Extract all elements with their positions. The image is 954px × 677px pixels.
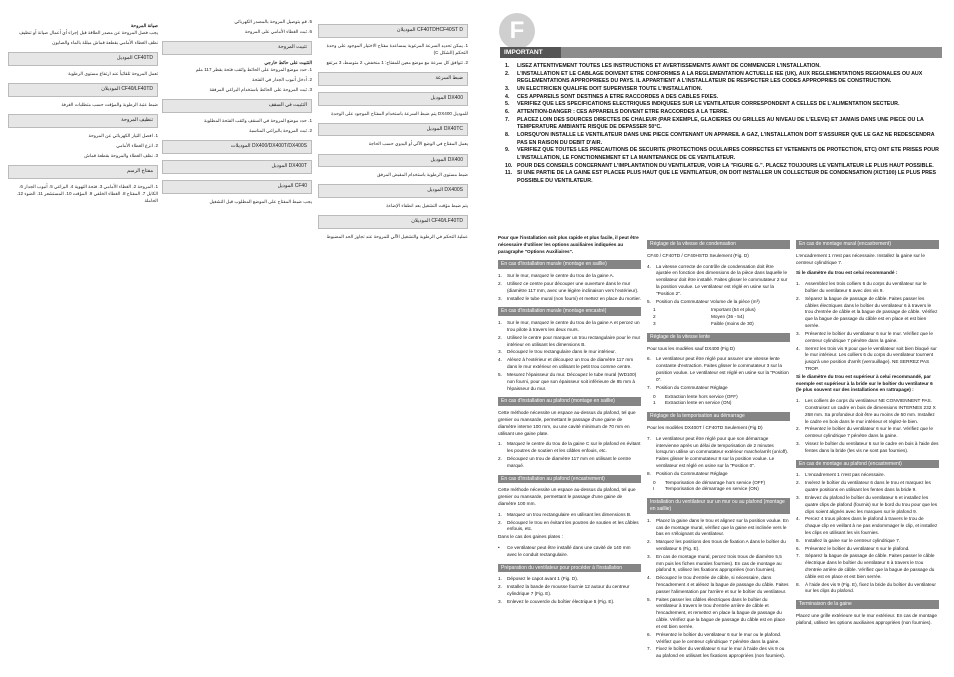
arabic-column-3 (8, 18, 158, 207)
list-item (498, 520, 641, 534)
arabic-paragraph: يتم ضبط مؤقت التشغيل بعد انطفاء الإضاءة (386, 203, 468, 209)
list-item-number: 6. (647, 356, 651, 362)
paragraph: Si le diamètre du trou est supérieur à celui recommandé, par exemple est supérieur à la bride sur le boîtier du ventilateur 6 (le plus souvent sur des installations en rattrapage) : (796, 373, 933, 393)
list-item (796, 472, 939, 479)
section-heading-bar: En cas de montage mural (encastrement) (796, 240, 939, 249)
list-item-number: 8. (796, 581, 800, 587)
section-heading-bar: Terminaison de la gaine (796, 600, 939, 609)
arabic-paragraph: للموديل DX400 يتم ضبط السرعة باستخدام المفتاح الموجود على الوحدة (331, 110, 468, 116)
arabic-section-heading: التثبيت في السقف (162, 99, 312, 113)
arabic-paragraph: تعمل المروحة تلقائياً عند ارتفاع مستوى الرطوبة (68, 71, 158, 77)
list-item-text: Percez 4 trous pilotes dans le plafond à travers le trou de chaque clip en veillant à ne pas endommager le clip, et installez les clips en utilisant les vis fournies. (805, 516, 938, 535)
paragraph: Si le diamètre du trou est celui recommandé : (796, 270, 898, 276)
settings-table-key: 0 (653, 393, 656, 399)
list-item-number: 6. (796, 545, 800, 551)
list-item-text: Découpez le trou en évitant les poutres de soutien et les câbles enfouis, etc. (507, 519, 639, 532)
list-item-text: Découpez le trou d'entrée de câble, si nécessaire, dans l'encadrement 4 et alésez la bague de passage du câble. Faites passer l'alimentation par l'arrière et sur le boîtier du ventilateur. (656, 575, 789, 594)
paragraph: Pour tous les modèles sauf DX400 (Fig D) (647, 345, 735, 351)
list-item (647, 646, 790, 660)
important-item (505, 94, 939, 102)
list-item-text: Alésez à l'extérieur et découpez un trou de diamètre 117 mm dans le mur extérieur en utilisant le petit trou comme centre. (507, 357, 634, 370)
list-item-text: Ce ventilateur peut être installé dans une cavité de 140 mm avec le conduit rectangulaire. (507, 545, 631, 557)
arabic-paragraph: 2. أدخل أنبوب الجدار في الفتحة (252, 77, 312, 83)
list-item-number: 2. (796, 480, 800, 486)
arabic-paragraph: يجب ضبط المفتاح على الموضع المطلوب قبل التشغيل (209, 198, 312, 204)
list-item-text: Présentez le boîtier du ventilateur 6 sur le mur. Vérifiez que le centreur cylindrique 7 pénètre dans la gaine. (805, 426, 933, 439)
paragraph: Pour que l'installation soit plus rapide et plus facile, il peut être nécessaire d'utiliser les options auxiliaires indiquées au paragraphe "Options Auxiliaires". (498, 235, 639, 254)
list-item-text: Marquez les positions des trous de fixation A dans le boîtier du ventilateur 6 (Fig. E). (656, 539, 786, 551)
list-item-number: 1. (796, 472, 800, 478)
important-item-number: 9. (505, 147, 510, 154)
arabic-paragraph: 5. قم بتوصيل المروحة بالمصدر الكهربائي (234, 19, 312, 24)
settings-table-key: I (653, 486, 655, 492)
list-item (498, 441, 641, 455)
list-item-number: 2. (498, 455, 502, 461)
list-item-number: 4. (498, 357, 502, 363)
list-item (498, 576, 641, 583)
paragraph: CF40 / CF40TD / CF40HSTD Seulement (Fig. D) (647, 252, 749, 258)
important-item-number: 8. (505, 132, 510, 139)
section-heading-bar: En cas d'installation murale (montage encastré) (498, 307, 641, 316)
list-item-number: 7. (647, 384, 651, 390)
list-item (498, 320, 641, 334)
list-item-text: Mesurez l'épaisseur du mur. Découpez le tube mural (WD100) non fourni, pour que son épaisseur soit inférieure de 85 mm à l'épaisseur du mur. (507, 371, 637, 391)
list-item (796, 495, 939, 515)
french-column-1 (498, 235, 641, 607)
list-item (647, 385, 790, 392)
list-item-number: 3. (498, 295, 502, 301)
important-item (505, 71, 939, 86)
important-item-text: CES APPAREILS SONT DESTINES A ETRE RACCORDES A DES CABLES FIXES. (517, 93, 719, 100)
list-item (796, 516, 939, 536)
list-item (647, 539, 790, 553)
arabic-paragraph: عملية التحكم في الرطوبة والتشغيل الآلي للمروحة عند تجاوز الحد المضبوط (326, 234, 468, 240)
list-item-text: Placez la gaine dans le trou et alignez sur la position voulue. En cas de montage mural, vérifiez que la gaine est inclinée vers le bas en s'éloignant du ventilateur. (656, 517, 789, 537)
important-item-number: 4. (505, 93, 510, 100)
list-item (796, 546, 939, 553)
list-item-text: En cas de montage mural, percez trois trous de diamètre 5,5 mm puis les fiches murales fournies). En cas de montage au plafond 9, utilisez les fixations appropriées (non fournies). (656, 553, 782, 573)
important-item (505, 117, 939, 132)
list-item-text: Les colliers de corps du ventilateur NE CONVIENNENT PAS. Construisez un cadre en bois de dimensions INTERNES 232 X 268 mm. Sa profondeur doit être au moins de 50 mm. Installez le cadre en bois dans le mur intérieur et réglez-le bien. (805, 398, 936, 424)
list-item-number: 1. (498, 441, 502, 447)
list-item-text: À l'aide des vis 9 (Fig. E), fixez la bride du boîtier du ventilateur sur les clips du plafond. (805, 581, 936, 594)
settings-table-key: 1 (653, 400, 656, 406)
important-item (505, 163, 939, 171)
arabic-column-1 (318, 18, 468, 243)
arabic-paragraph: 3. ثبت المروحة على الحائط باستخدام البراغي المرفقة (209, 87, 312, 93)
list-item-text: Découpez un trou de diamètre 117 mm en utilisant le centre marqué. (507, 455, 631, 468)
settings-table-key: 3 (653, 321, 656, 327)
list-item-number: 1. (647, 517, 651, 523)
important-item-text: POUR DES CONSEILS CONCERNANT L'IMPLANTATION DU VENTILATEUR, VOIR LA "FIGURE G.". PLACEZ TOUJOURS LE VENTILATEUR LE PLUS HAUT POSSIBLE. (517, 162, 934, 169)
list-item-text: Sur le mur, marquez le centre du trou de la gaine A. (507, 273, 615, 279)
arabic-section-heading: DX40TC الموديل (318, 123, 468, 137)
list-item-text: Insérez le boîtier du ventilateur 6 dans le trou et marquez les quatre positions en utilisant les fentes dans la bride 9. (805, 480, 931, 493)
arabic-paragraph: يعمل المفتاح في الوضع الآلي أو اليدوي حسب الحاجة (368, 141, 468, 147)
list-item-number: 1. (498, 320, 502, 326)
arabic-section-heading: CF40/LF40TD الموديلان (8, 83, 158, 97)
settings-table-value: Faible (moins de 30) (711, 321, 754, 327)
arabic-paragraph: 3. نظف الغطاء والمروحة بقطعة قماش (84, 153, 158, 159)
list-item-text: Position du Commutateur Réglage (656, 384, 728, 390)
list-item-text: Assemblez les trois colliers 6 du corps du ventilateur sur le boîtier du ventilateur 6 avec des vis 9. (805, 281, 927, 293)
important-item-number: 7. (505, 116, 510, 123)
arabic-paragraph: نظف الغطاء الأمامي بقطعة قماش مبللة بالماء والصابون (52, 40, 158, 46)
list-item-number: 2. (647, 539, 651, 545)
list-item (498, 296, 641, 303)
list-item-text: Installez la bande de mousse fournie 12 autour du centreur cylindrique 7 (Fig. E). (507, 584, 630, 596)
important-item-text: SI UNE PARTIE DE LA GAINE EST PLACEE PLUS HAUT QUE LE VENTILATEUR, ON DOIT INSTALLER UN COLLECTEUR DE CONDENSATION (XCT100) LE PLUS PRES POSSIBLE DU VENTILATEUR. (517, 170, 937, 185)
list-item (498, 599, 641, 606)
important-item-number: 11. (505, 170, 513, 177)
paragraph: Pour les modèles DX400T / CF40TD Seulement (Fig D) (647, 424, 763, 430)
list-item (647, 356, 790, 383)
list-item-number: 3. (796, 494, 800, 500)
arabic-paragraph: 2. انزع الغطاء الأمامي (116, 142, 158, 148)
list-item-text: Déposez le capot avant 1 (Fig. D). (507, 576, 579, 582)
list-item (647, 554, 790, 574)
arabic-section-heading: ضبط السرعة (318, 72, 468, 86)
settings-table (653, 307, 790, 327)
list-item-text: Utilisez ce centre pour découper une ouverture dans le mur (diamètre 117 mm, avec une légère inclinaison vers l'extérieur). (507, 281, 639, 293)
list-item (796, 281, 939, 295)
important-item-text: VERIFIEZ QUE TOUTES LES PRECAUTIONS DE SECURITE (PROTECTIONS OCULAIRES CORRECTES ET VETEMENTS DE PROTECTION, ETC) ONT ETE PRISES POUR L'INSTALLATION, LE FONCTIONNEMENT ET LA MAINTENANCE DE CE VENTILATEUR. (517, 147, 939, 162)
important-item (505, 86, 939, 94)
section-heading-bar: Préparation du ventilateur pour procéder à l'installation (498, 564, 641, 573)
important-item-text: L'INSTALLATION ET LE CABLAGE DOIVENT ETRE CONFORMES A LA REGLEMENTATION ACTUELLE IEE (UK), AUX REGLEMENTATIONS REGIONALES OU AUX REGLEMENTATIONS APPROPRIEES DU PAYS. IL APPARTIENT A L'INSTALLATEUR DE RESPECTER LES CODES APPROPRIES DE CONSTRUCTION. (517, 70, 923, 85)
list-item-number: 3. (647, 553, 651, 559)
list-item (796, 331, 939, 345)
arabic-paragraph: ضبط عتبة الرطوبة والمؤقت حسب متطلبات الغرفة (61, 101, 158, 107)
section-heading-bar: Réglage de la vitesse lente (647, 333, 790, 342)
arabic-section-heading: DX400/DX400T/DX400S الموديلات (162, 140, 312, 154)
arabic-paragraph: 1. حدد موضع المروحة في السقف واثقب الفتحة المطلوبة (204, 118, 312, 124)
important-item (505, 101, 939, 109)
list-item (647, 575, 790, 595)
list-item (647, 518, 790, 538)
list-item (498, 512, 641, 519)
list-item (498, 584, 641, 598)
section-heading-bar: En cas d'installation au plafond (encastrement) (498, 475, 641, 484)
list-item (647, 471, 790, 478)
important-item-number: 10. (505, 162, 513, 169)
important-bar (500, 47, 942, 58)
important-item-number: 6. (505, 109, 510, 116)
arabic-paragraph: 6. ثبت الغطاء الأمامي على المروحة (244, 29, 312, 35)
list-item (796, 398, 939, 425)
arabic-paragraph: 1. يمكن تحديد السرعة المرغوبة بمساعدة مفتاح الاختيار الموجود على وحدة التحكم (الشكل C) (326, 42, 468, 55)
important-item-text: UN ELECTRICIEN QUALIFIE DOIT SUPERVISER TOUTE L'INSTALLATION. (517, 86, 703, 93)
list-item-number: 2. (498, 584, 502, 590)
list-item-text: Le ventilateur peut être réglé pour assurer une vitesse lente constante d'extraction. Faites glisser le commutateur 3 sur la position voulue. Le ventilateur est réglé en usine sur la "Position 0". (656, 356, 789, 382)
list-item-number: • (498, 545, 500, 550)
list-item-text: Découpez le trou rectangulaire dans le mur intérieur. (507, 349, 616, 355)
settings-table-value: Temporisation de démarrage en service (ON) (665, 486, 759, 492)
list-item-text: Séparez la bague de passage de câble. Faites passer le câble électrique dans le boîtier du ventilateur 6 à travers le trou d'entrée arrière de câble. Vérifiez que la bague de passage du câble est en place et est bien serrée. (805, 553, 935, 579)
important-item-text: VERIFIEZ QUE LES SPECIFICATIONS ELECTRIQUES INDIQUEES SUR LE VENTILATEUR CORRESPONDENT A CELLES DE L'ALIMENTATION SECTEUR. (517, 101, 900, 108)
list-item-number: 5. (647, 596, 651, 602)
list-item-number: 3. (796, 330, 800, 336)
important-list (505, 63, 939, 186)
important-item (505, 63, 939, 71)
list-item-text: Présentez le boîtier du ventilateur 6 sur le plafond. (805, 545, 910, 551)
arabic-page (0, 0, 476, 677)
important-label: IMPORTANT (500, 47, 561, 58)
list-item (498, 349, 641, 356)
french-column-2 (647, 235, 790, 661)
paragraph: Placez une grille extérieure sur le mur extérieur. En cas de montage plafond, utilisez les options auxiliaires appropriées (non fournies). (796, 613, 937, 625)
section-heading-bar: Réglage de la vitesse de condensation (647, 240, 790, 249)
important-item-text: LORSQU'ON INSTALLE LE VENTILATEUR DANS UNE PIECE CONTENANT UN APPAREIL A GAZ, L'INSTALLATION DOIT S'ASSURER QUE LE GAZ NE REDESCENDRA PAS EN RAISON DU DEBIT D'AIR. (517, 132, 935, 146)
list-item (498, 357, 641, 371)
list-item-text: La vitesse correcte de contrôle de condensation doit être ajustée en fonction des dimensions de la pièce dans laquelle le ventilateur doit être installé. Faites glisser le commutateur 2 sur la position voulue. Le ventilateur est réglé en usine sur la "Position 2". (656, 263, 788, 296)
list-item (647, 436, 790, 470)
arabic-section-heading: CF40/LF40TD الموديلان (318, 215, 468, 229)
list-item-number: 7. (647, 435, 651, 441)
list-item-number: 3. (796, 441, 800, 447)
arabic-paragraph: يجب فصل المروحة عن مصدر الطاقة قبل إجراء أي أعمال صيانة أو تنظيف (19, 30, 158, 36)
list-item-text: L'encadrement 1 n'est pas nécessaire. (805, 472, 885, 478)
important-item-text: ATTENTION-DANGER : CES APPAREILS DOIVENT ETRE RACCORDES A LA TERRE. (517, 109, 729, 116)
arabic-paragraph: 1. حدد موضع المروحة على الحائط واثقب فتحة بقطر 117 ملم (195, 67, 312, 73)
list-item-number: 2. (796, 295, 800, 301)
list-item-number: 5. (796, 537, 800, 543)
list-item-number: 5. (647, 298, 651, 304)
section-heading-bar: En cas de montage au plafond (encastrement) (796, 460, 939, 469)
list-item-number: 4. (796, 516, 800, 522)
list-item-text: Serrez les trois vis 9 pour que le ventilateur soit bien bloqué sur le mur intérieur. Les colliers 6 du corps du ventilateur tournent jusqu'à une position d'arrêt (verrouillage). NE SERREZ PAS TROP. (805, 345, 937, 371)
list-item-text: Présentez le boîtier du ventilateur 6 sur le mur ou le plafond. Vérifiez que le centreur cylindrique 7 pénètre dans la gaine. (656, 631, 782, 644)
list-item-number: 3. (498, 598, 502, 604)
language-badge: F (499, 13, 535, 49)
list-item (498, 335, 641, 349)
list-item-text: Enlevez le couvercle du boîtier électrique 5 (Fig. E). (507, 598, 615, 604)
list-item (498, 545, 641, 559)
list-item (498, 281, 641, 295)
arabic-section-heading: DX400 الموديل (318, 154, 468, 168)
list-item-number: 7. (796, 553, 800, 559)
list-item-number: 6. (647, 631, 651, 637)
paragraph: Cette méthode nécessite un espace au-dessus du plafond, tel que grenier ou mansarde, permettant le passage d'une gaine de diamètre 100 mm. (498, 487, 636, 506)
list-item-text: Enlevez du plafond le boîtier du ventilateur 6 et installez les quatre clips de plafond (fournis) sur le bord du trou pour que les clips soient alignés avec les marques sur le plafond 9. (805, 494, 938, 514)
list-item (796, 426, 939, 440)
arabic-section-heading: DX400T الموديل (162, 160, 312, 174)
list-item-number: 2. (498, 281, 502, 286)
list-item (796, 296, 939, 330)
important-item (505, 132, 939, 147)
arabic-paragraph: 2. ثبت المروحة بالبراغي المناسبة (249, 128, 312, 134)
list-item-text: Marquez le centre du trou de la gaine C sur le plafond en évitant les poutres de soutien et les câbles enfouis, etc. (507, 441, 641, 454)
list-item (498, 372, 641, 392)
list-item (796, 538, 939, 545)
settings-table-key: 2 (653, 314, 656, 320)
paragraph: Dans le cas des gaines plates : (498, 534, 563, 540)
arabic-section-heading: CF40TDHCF40ST D الموديلان (318, 24, 468, 38)
list-item (647, 264, 790, 298)
list-item-number: 5. (498, 371, 502, 377)
arabic-section-heading: DX400 الموديل (318, 92, 468, 106)
list-item-text: Installez le tube mural (non fourni) et mettez en place du mortier. (507, 295, 641, 301)
arabic-section-heading: CF40TD الموديل (8, 52, 158, 66)
list-item (498, 273, 641, 280)
important-item-number: 5. (505, 101, 510, 108)
list-item-text: Faites passer les câbles électriques dans le boîtier du ventilateur à travers le trou d'entrée arrière de câble et l'encadrement, et remettez en place la bague de passage du câble. Vérifiez que la bague de passage du câble est en place et est bien serrée. (656, 596, 785, 629)
list-item-text: Position du Commutateur Réglage (656, 470, 728, 476)
important-item-number: 2. (505, 70, 510, 77)
list-item-text: Séparez la bague de passage de câble. Faites passer les câbles électriques dans le boîtier du ventilateur 6 à travers le trou d'entrée de câble et la bague de passage de câble. Vérifiez que la bague de passage du câble est en place et est bien serrée. (805, 295, 938, 329)
arabic-paragraph: 1. المروحة 2. الغطاء الأمامي 3. فتحة التهوية 4. البراغي 5. أنبوب الجدار 6. الكابل 7. المفتاح 8. الغطاء الخلفي 9. المؤقت 10. المستشعر 11. الضوء 12. الحاملة (16, 183, 158, 204)
settings-table (653, 394, 790, 408)
settings-table-value: Extraction lente en service (ON) (665, 400, 732, 406)
section-heading-bar: En cas d'installation au plafond (montage en saillie) (498, 397, 641, 406)
list-item-text: Le ventilateur peut être réglé pour que son démarrage intervienne après un délai de temporisation de 2 minutes lorsqu'on utilise un commutateur extérieur marche/arrêt (on/off). Faites glisser le commutateur 8 sur la position voulue. Le ventilateur est réglé en usine sur la "Position 0". (656, 435, 789, 468)
arabic-paragraph: ضبط مستوى الرطوبة باستخدام المقبض المرفق (377, 172, 468, 178)
important-item-text: PLACEZ LOIN DES SOURCES DIRECTES DE CHALEUR (PAR EXEMPLE, GLACIERES OU GRILLES AU NIVEAU DE L'ELEVE) ET JAMAIS DANS UNE PIECE OU LA TEMPERATURE AMBIANTE RISQUE DE DEPASSER 50°C. (517, 116, 924, 131)
list-item-text: Marquez un trou rectangulaire en utilisant les dimensions B. (507, 511, 632, 517)
list-item-number: 4. (796, 345, 800, 351)
arabic-section-heading: DX400S الموديل (318, 184, 468, 198)
list-item-number: 2. (796, 426, 800, 432)
settings-table-value: Temporisation de démarrage hors service (OFF) (665, 479, 766, 485)
list-item-number: 1. (498, 511, 502, 517)
paragraph: Cette méthode nécessite un espace au-dessus du plafond, tel que grenier ou mansarde, permettant le passage d'une gaine de diamètre interne 100 mm, ou une cavité minimum de 70 mm en utilisant une gaine plate. (498, 410, 636, 436)
settings-table-value: Important (54 et plus) (711, 307, 756, 313)
french-page (478, 0, 954, 677)
list-item (796, 480, 939, 494)
settings-table-key: 1 (653, 307, 656, 313)
list-item (647, 299, 790, 306)
list-item-text: Présentez le boîtier du ventilateur 6 sur le mur. Vérifiez que le centreur cylindrique 7 pénètre dans la gaine. (805, 330, 933, 343)
important-item-number: 3. (505, 86, 510, 93)
list-item (796, 441, 939, 455)
important-item (505, 109, 939, 117)
arabic-subheading: التثبيت على حائط خارجي (264, 59, 312, 65)
settings-table-value: Extraction lente hors service (OFF) (665, 393, 738, 399)
list-item-number: 2. (498, 334, 502, 340)
list-item (796, 553, 939, 580)
arabic-paragraph: 2. تتوافق كل سرعة مع موضع معين للمفتاح: 1 منخفض، 2 متوسط، 3 مرتفع (326, 59, 468, 65)
section-heading-bar: En cas d'installation murale (montage en saillie) (498, 260, 641, 269)
important-item-number: 1. (505, 63, 510, 69)
important-item (505, 147, 939, 162)
list-item-number: 2. (498, 519, 502, 525)
list-item-text: Fixez le boîtier du ventilateur 6 sur le mur à l'aide des vis 9 ou au plafond en utilisant les fixations appropriées (non fournies). (656, 646, 785, 659)
section-heading-bar: Installation du ventilateur sur un mur ou au plafond (montage en saillie) (647, 498, 790, 514)
arabic-column-2 (162, 18, 312, 208)
important-item-text: LISEZ ATTENTIVEMENT TOUTES LES INSTRUCTIONS ET AVERTISSEMENTS AVANT DE COMMENCER L'INSTALLATION. (517, 63, 821, 69)
list-item-number: 1. (796, 398, 800, 404)
arabic-section-heading: تثبيت المروحة (162, 41, 312, 55)
list-item (498, 456, 641, 470)
list-item (796, 582, 939, 596)
settings-table-value: Moyen (36 - 54) (711, 314, 745, 320)
list-item-number: 1. (498, 273, 502, 279)
list-item-number: 3. (498, 349, 502, 355)
list-item-text: Vissez le boîtier du ventilateur 6 sur le cadre en bois à l'aide des fentes dans la bride (les vis ne sont pas fournies). (805, 441, 939, 453)
arabic-subheading: صيانة المروحة (130, 23, 158, 28)
list-item-number: 7. (647, 646, 651, 652)
list-item-text: Sur le mur, marquez le centre du trou de la gaine A et percez un trou pilote à travers les deux murs. (507, 320, 640, 332)
list-item (647, 632, 790, 646)
section-heading-bar: Réglage de la temporisation au démarrage (647, 412, 790, 421)
list-item-number: 4. (647, 263, 651, 269)
list-item (796, 346, 939, 373)
important-item (505, 170, 939, 185)
list-item-text: Utilisez le centre pour marquer un trou rectangulaire pour le mur intérieur en utilisant les dimensions B. (507, 334, 641, 347)
list-item-number: 8. (647, 470, 651, 476)
arabic-section-heading: تنظيف المروحة (8, 114, 158, 128)
list-item-text: Position du Commutateur Volume de la pièce (m³) (656, 298, 760, 304)
list-item-number: 4. (647, 575, 651, 581)
arabic-section-heading: CF40 الموديل (162, 180, 312, 194)
paragraph: L'encadrement 1 n'est pas nécessaire. Installez la gaine sur le centreur cylindrique 7. (796, 252, 925, 265)
french-column-3 (796, 235, 939, 631)
list-item-number: 1. (498, 576, 502, 582)
settings-table (653, 480, 790, 494)
list-item (647, 597, 790, 631)
settings-table-key: 0 (653, 479, 656, 485)
list-item-text: Installez la gaine sur le centreur cylindrique 7. (805, 537, 901, 543)
arabic-paragraph: 1. افصل التيار الكهربائي عن المروحة (88, 132, 158, 138)
list-item-number: 1. (796, 281, 800, 287)
arabic-section-heading: مفتاح الرسم (8, 165, 158, 179)
